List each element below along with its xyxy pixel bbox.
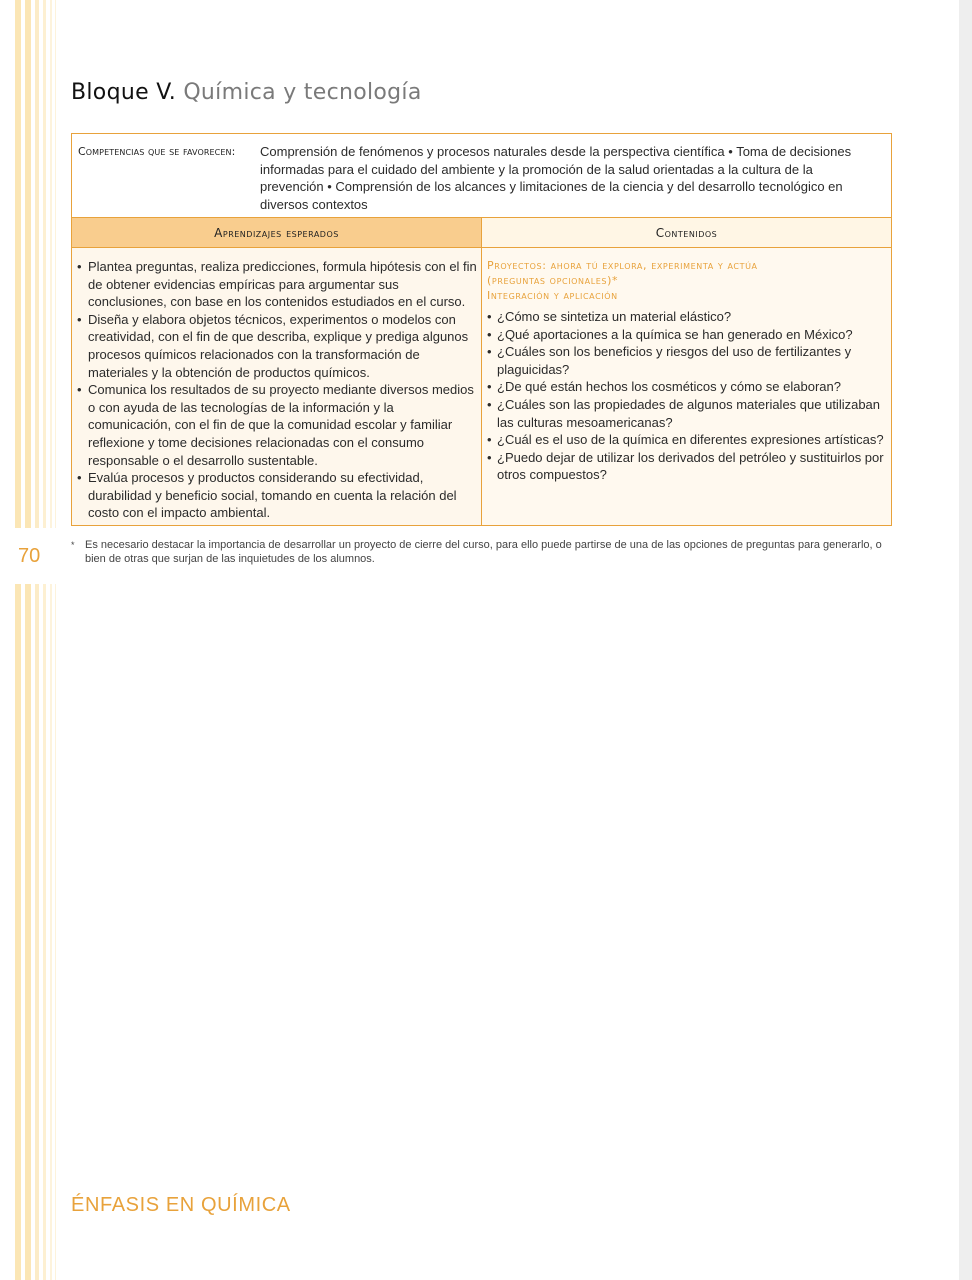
list-item (487, 343, 885, 378)
footnote-mark: * (71, 540, 75, 550)
proyectos-title: Proyectos: ahora tú explora, experimenta y actúa (487, 259, 758, 272)
footnote-text: Es necesario destacar la importancia de desarrollar un proyecto de cierre del curso, para ello puede partirse de una de las opciones de preguntas para generarlo, o bien de otras que surjan de las inquietudes de los alumnos. (85, 539, 882, 565)
list-item-text: ¿Puedo dejar de utilizar los derivados del petróleo y sustituirlos por otros compuestos? (497, 449, 884, 483)
block-label: Bloque V. (71, 80, 177, 105)
bullet-icon: • (77, 259, 82, 274)
list-item (77, 381, 477, 469)
list-item-text: Diseña y elabora objetos técnicos, experimentos o modelos con creatividad, con el fin de que describa, explique y prediga algunos procesos químicos relacionados con la transformación de materiales y la obtención de productos químicos. (88, 311, 469, 380)
list-item (487, 308, 885, 326)
margin-stripe (55, 0, 56, 1280)
bullet-icon: • (487, 396, 492, 412)
competencias-text: Comprensión de fenómenos y procesos naturales desde la perspectiva científica • Toma de decisiones informadas para el cuidado del ambiente y la promoción de la salud orientadas a la cultura de la prevención • Comprensión de los alcances y limitaciones de la ciencia y del desarrollo tecnológico en diversos contextos (260, 144, 852, 213)
list-item-text: Comunica los resultados de su proyecto mediante diversos medios o con ayuda de las tecnologías de la información y la comunicación, con el fin de que la comunidad escolar y familiar reflexione y tome decisiones relacionadas con el consumo responsable o el desarrollo sustentable. (88, 382, 474, 468)
list-item (487, 378, 885, 396)
footnote (71, 538, 896, 566)
list-item-text: ¿Qué aportaciones a la química se han generado en México? (497, 326, 853, 342)
list-item (487, 396, 885, 431)
bullet-icon: • (77, 311, 82, 327)
proyectos-heading (487, 258, 882, 303)
list-item-text: ¿Cuál es el uso de la química en diferentes expresiones artísticas? (497, 432, 884, 448)
list-item (487, 326, 885, 344)
competencias-label: Competencias que se favorecen: (78, 145, 236, 158)
aprendizajes-cell (72, 248, 482, 525)
bullet-icon: • (487, 309, 492, 324)
bullet-icon: • (77, 382, 82, 398)
list-item-text: ¿Cuáles son los beneficios y riesgos del uso de fertilizantes y plaguicidas? (497, 344, 852, 377)
list-item (77, 258, 477, 311)
aprendizajes-list (77, 258, 477, 522)
list-item-text: ¿Cómo se sintetiza un material elástico? (497, 309, 732, 324)
margin-stripe (50, 0, 52, 1280)
header-contenidos-label: Contenidos (655, 226, 718, 240)
list-item (487, 431, 885, 449)
page-title (71, 80, 422, 105)
margin-stripe (25, 0, 31, 1280)
bullet-icon: • (487, 449, 492, 465)
bullet-icon: • (487, 432, 492, 448)
header-contenidos (482, 218, 891, 248)
list-item-text: Plantea preguntas, realiza predicciones, formula hipótesis con el fin de obtener evidencias empíricas para argumentar sus conclusiones, con base en los contenidos estudiados en el curso. (88, 259, 477, 310)
list-item (77, 469, 477, 522)
contenidos-list (487, 308, 885, 484)
contenidos-cell (482, 248, 891, 525)
page-number: 70 (18, 545, 41, 567)
competencias-row (72, 134, 891, 218)
bullet-icon: • (487, 344, 492, 360)
integracion-title: Integración y aplicación (487, 289, 618, 302)
block-subtitle: Química y tecnología (183, 80, 422, 105)
margin-stripe (43, 0, 46, 1280)
margin-stripe (35, 0, 39, 1280)
list-item-text: ¿Cuáles son las propiedades de algunos materiales que utilizaban las culturas mesoamericanas? (497, 396, 881, 430)
header-aprendizajes-label: Aprendizajes esperados (214, 226, 339, 240)
header-aprendizajes (72, 218, 482, 248)
bullet-icon: • (77, 470, 82, 486)
list-item-text: ¿De qué están hechos los cosméticos y cómo se elaboran? (497, 379, 841, 395)
list-item (77, 311, 477, 381)
bullet-icon: • (487, 379, 492, 395)
proyectos-subtitle: (preguntas opcionales)* (487, 274, 619, 287)
footer-title: ÉNFASIS EN QUÍMICA (71, 1194, 291, 1216)
margin-stripe (15, 0, 21, 1280)
list-item-text: Evalúa procesos y productos considerando su efectividad, durabilidad y beneficio social, tomando en cuenta la relación del costo con el impacto ambiental. (88, 470, 457, 521)
page-edge (959, 0, 972, 1280)
list-item (487, 449, 885, 484)
bullet-icon: • (487, 326, 492, 342)
curriculum-table (71, 133, 892, 526)
